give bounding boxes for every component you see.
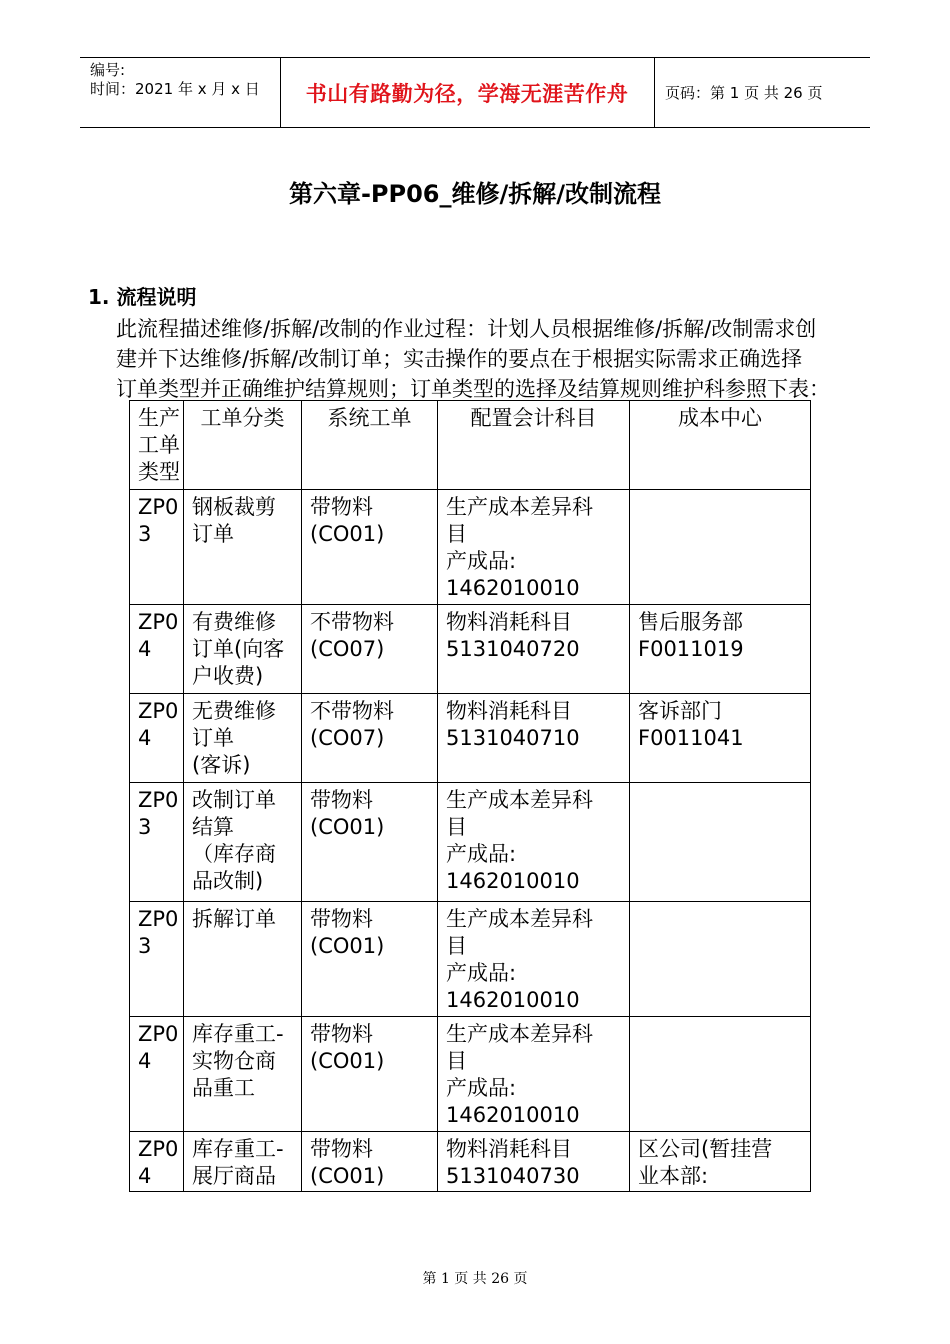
cell-line: 有费维修 (192, 610, 276, 634)
table-header-row (130, 401, 811, 490)
table-row (130, 1132, 811, 1192)
cell-line: 区公司(暂挂营 (638, 1137, 773, 1161)
cell-line: 带物料 (310, 907, 373, 931)
cell-line: 订单 (192, 522, 234, 546)
table-cell (302, 783, 438, 902)
cell-line: 订单 (192, 726, 234, 750)
cell-line: (CO01) (310, 815, 385, 839)
document-header (80, 57, 870, 128)
table-cell (130, 490, 184, 605)
cell-line: 带物料 (310, 495, 373, 519)
table-row (130, 902, 811, 1017)
section-heading: 1. 流程说明 (88, 285, 197, 309)
table-cell (302, 694, 438, 783)
table-cell (438, 1017, 630, 1132)
cell-line: F0011019 (638, 637, 744, 661)
table-cell (630, 1017, 811, 1132)
cell-line: ZP0 (138, 699, 179, 723)
cell-line: 产成品: (446, 961, 517, 985)
header-meta (80, 58, 280, 127)
page-footer: 第 1 页 共 26 页 (422, 1271, 528, 1287)
cell-line: 品改制) (192, 869, 264, 893)
cell-line: 物料消耗科目 (446, 1137, 572, 1161)
header-page-label: 页码：第 1 页 共 26 页 (665, 84, 823, 102)
cell-line: 目 (446, 1049, 467, 1073)
cell-line: 户收费) (192, 664, 264, 688)
table-header-cell (184, 401, 302, 490)
cell-line: 订单(向客 (192, 637, 285, 661)
cell-line: 展厅商品 (192, 1164, 276, 1188)
cell-line: 4 (138, 1049, 152, 1073)
cell-line: 4 (138, 1164, 152, 1188)
table-cell (302, 902, 438, 1017)
cell-line: （库存商 (192, 842, 276, 866)
cell-line: 3 (138, 934, 152, 958)
table-cell (184, 605, 302, 694)
cell-line: 产成品: (446, 549, 517, 573)
table-row (130, 605, 811, 694)
table-cell (438, 1132, 630, 1192)
cell-line: 4 (138, 726, 152, 750)
cell-line: 不带物料 (310, 610, 394, 634)
cell-line: 1462010010 (446, 988, 580, 1012)
document-title: 第六章-PP06_维修/拆解/改制流程 (288, 180, 662, 208)
cell-line: (客诉) (192, 753, 251, 777)
cell-line: 生产成本差异科 (446, 1022, 593, 1046)
cell-line: ZP0 (138, 788, 179, 812)
table-cell (184, 902, 302, 1017)
cell-line: 库存重工- (192, 1137, 284, 1161)
cell-line: 目 (446, 934, 467, 958)
cell-line: 无费维修 (192, 699, 276, 723)
cell-line: 1462010010 (446, 576, 580, 600)
cell-line: 4 (138, 637, 152, 661)
cell-line: (CO01) (310, 1164, 385, 1188)
table-cell (630, 1132, 811, 1192)
cell-line: 物料消耗科目 (446, 610, 572, 634)
table-cell (302, 605, 438, 694)
cell-line: ZP0 (138, 495, 179, 519)
table-row (130, 490, 811, 605)
cell-line: ZP0 (138, 1022, 179, 1046)
header-divider (654, 58, 655, 127)
table-cell (184, 490, 302, 605)
date-label: 时间：2021 年 x 月 x 日 (90, 80, 260, 98)
cell-line: 物料消耗科目 (446, 699, 572, 723)
cell-line: 3 (138, 815, 152, 839)
cell-line: 业本部: (638, 1164, 709, 1188)
header-cell-line: 工单 (138, 433, 180, 457)
cell-line: 钢板裁剪 (192, 495, 276, 519)
cell-line: 生产成本差异科 (446, 788, 593, 812)
table-cell (302, 490, 438, 605)
table-header-cell (302, 401, 438, 490)
table-header-cell (130, 401, 184, 490)
table-cell (184, 694, 302, 783)
header-cell-line: 配置会计科目 (470, 406, 597, 430)
table-cell (438, 783, 630, 902)
paragraph-line: 订单类型并正确维护结算规则；订单类型的选择及结算规则维护科参照下表： (116, 377, 830, 401)
cell-line: 客诉部门 (638, 699, 722, 723)
cell-line: ZP0 (138, 1137, 179, 1161)
table-cell (630, 902, 811, 1017)
header-cell-line: 生产 (138, 406, 180, 430)
paragraph-line: 建并下达维修/拆解/改制订单；实击操作的要点在于根据实际需求正确选择 (116, 347, 803, 371)
cell-line: 1462010010 (446, 1103, 580, 1127)
cell-line: 生产成本差异科 (446, 495, 593, 519)
table-row (130, 783, 811, 902)
table-cell (302, 1132, 438, 1192)
number-label: 编号: (90, 61, 126, 79)
paragraph-line: 此流程描述维修/拆解/改制的作业过程：计划人员根据维修/拆解/改制需求创 (116, 317, 817, 341)
table-row (130, 694, 811, 783)
cell-line: (CO07) (310, 637, 385, 661)
cell-line: 产成品: (446, 1076, 517, 1100)
cell-line: 不带物料 (310, 699, 394, 723)
header-motto: 书山有路勤为径，学海无涯苦作舟 (305, 80, 629, 106)
cell-line: 拆解订单 (192, 907, 276, 931)
cell-line: 3 (138, 522, 152, 546)
table-cell (438, 902, 630, 1017)
cell-line: 实物仓商 (192, 1049, 276, 1073)
table-cell (130, 902, 184, 1017)
table-cell (438, 490, 630, 605)
header-cell-line: 类型 (138, 460, 180, 484)
table-cell (130, 1017, 184, 1132)
table-cell (438, 694, 630, 783)
cell-line: 产成品: (446, 842, 517, 866)
table-row (130, 1017, 811, 1132)
table-header-cell (630, 401, 811, 490)
cell-line: 目 (446, 815, 467, 839)
table-cell (130, 1132, 184, 1192)
section-paragraph (116, 314, 876, 404)
table-cell (184, 1017, 302, 1132)
table-cell (130, 783, 184, 902)
cell-line: F0011041 (638, 726, 744, 750)
cell-line: 5131040710 (446, 726, 580, 750)
cell-line: ZP0 (138, 907, 179, 931)
cell-line: 带物料 (310, 1022, 373, 1046)
header-cell-line: 成本中心 (678, 406, 762, 430)
header-cell-line: 工单分类 (200, 406, 285, 430)
table-cell (630, 694, 811, 783)
cell-line: 1462010010 (446, 869, 580, 893)
table-header-cell (438, 401, 630, 490)
cell-line: (CO07) (310, 726, 385, 750)
cell-line: 售后服务部 (638, 610, 743, 634)
cell-line: (CO01) (310, 934, 385, 958)
table-cell (130, 605, 184, 694)
cell-line: 目 (446, 522, 467, 546)
cell-line: 结算 (192, 815, 234, 839)
cell-line: 库存重工- (192, 1022, 284, 1046)
cell-line: 带物料 (310, 788, 373, 812)
table-cell (302, 1017, 438, 1132)
table-cell (630, 783, 811, 902)
table-cell (184, 783, 302, 902)
cell-line: (CO01) (310, 522, 385, 546)
table-cell (438, 605, 630, 694)
header-cell-line: 系统工单 (327, 406, 412, 430)
cell-line: 品重工 (192, 1076, 255, 1100)
cell-line: 生产成本差异科 (446, 907, 593, 931)
order-type-table (129, 400, 811, 1192)
table-cell (630, 605, 811, 694)
cell-line: (CO01) (310, 1049, 385, 1073)
cell-line: 5131040730 (446, 1164, 580, 1188)
cell-line: ZP0 (138, 610, 179, 634)
cell-line: 带物料 (310, 1137, 373, 1161)
table-cell (130, 694, 184, 783)
table-cell (630, 490, 811, 605)
cell-line: 5131040720 (446, 637, 580, 661)
table-cell (184, 1132, 302, 1192)
cell-line: 改制订单 (192, 788, 276, 812)
